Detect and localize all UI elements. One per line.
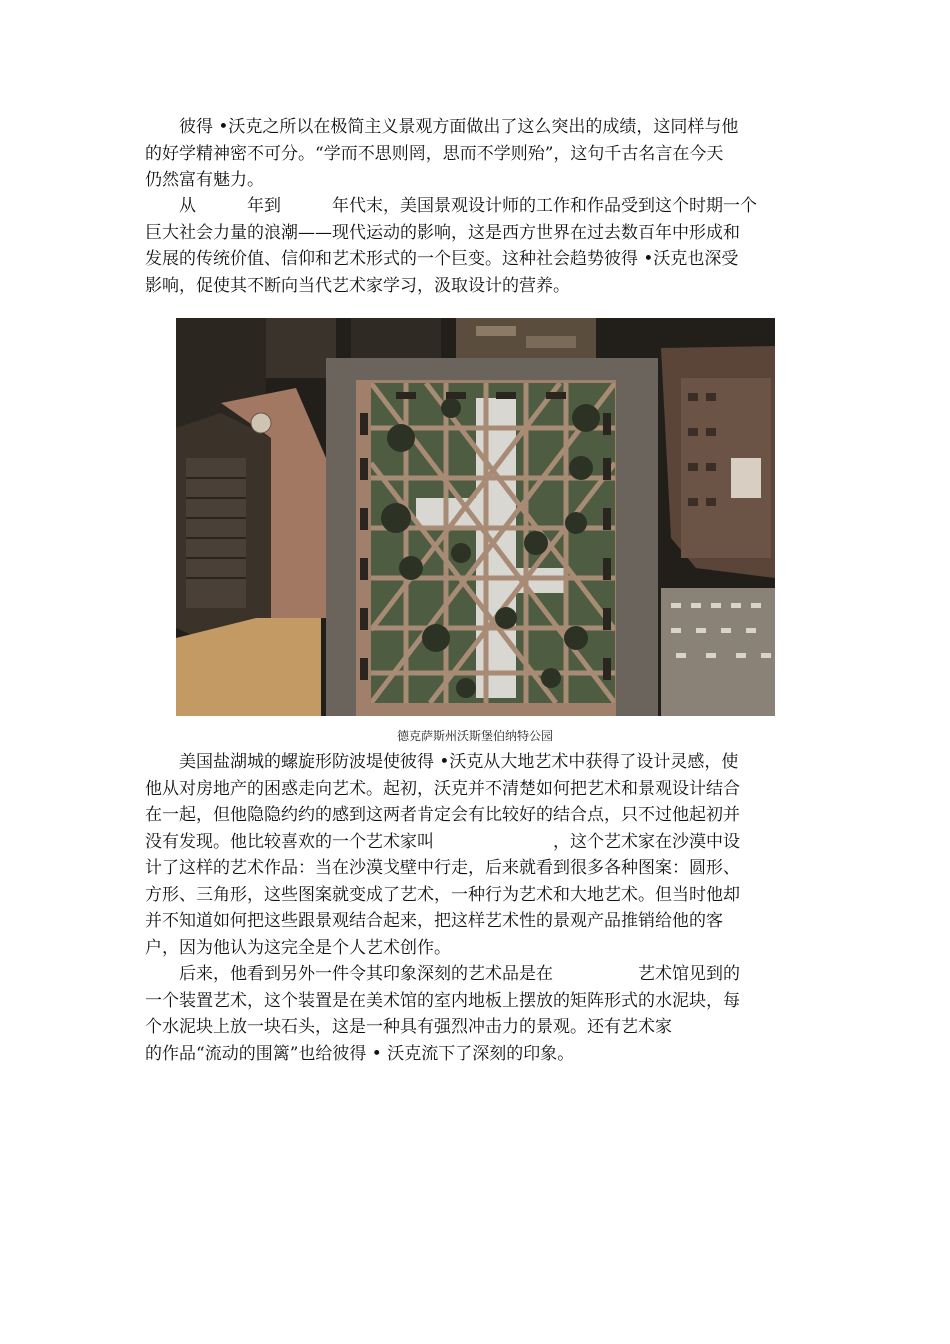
text-line: 个水泥块上放一块石头，这是一种具有强烈冲击力的景观。还有艺术家	[145, 1017, 672, 1037]
text-line: 在一起，但他隐隐约约的感到这两者肯定会有比较好的结合点，只不过他起初并	[145, 805, 740, 825]
text-line: 影响，促使其不断向当代艺术家学习，汲取设计的营养。	[145, 275, 570, 296]
paragraph-3	[145, 749, 810, 961]
figure-caption: 德克萨斯州沃斯堡伯纳特公园	[396, 729, 553, 743]
text-line: 并不知道如何把这些跟景观结合起来，把这样艺术性的景观产品推销给他的客	[145, 911, 723, 931]
text-line: 的好学精神密不可分。“学而不思则罔，思而不学则殆”，这句千古名言在今天	[145, 143, 724, 164]
aerial-plaza-photo	[176, 318, 775, 716]
aerial-photo-drawing	[176, 318, 775, 716]
paragraph-1	[145, 114, 810, 194]
paragraph-4	[145, 961, 810, 1067]
text-line: 从 年到 年代末，美国景观设计师的工作和作品受到这个时期一个	[145, 196, 757, 216]
text-line: 他从对房地产的困惑走向艺术。起初，沃克并不清楚如何把艺术和景观设计结合	[145, 778, 740, 799]
text-line: 仍然富有魅力。	[145, 170, 264, 190]
text-line: 发展的传统价值、信仰和艺术形式的一个巨变。这种社会趋势彼得 •沃克也深受	[145, 249, 739, 269]
text-line: 的作品“流动的围篱”也给彼得 • 沃克流下了深刻的印象。	[145, 1043, 575, 1064]
text-line: 计了这样的艺术作品：当在沙漠戈壁中行走，后来就看到很多各种图案：圆形、	[145, 858, 740, 878]
text-line: 一个装置艺术，这个装置是在美术馆的室内地板上摆放的矩阵形式的水泥块，每	[145, 990, 740, 1011]
text-line: 后来，他看到另外一件令其印象深刻的艺术品是在 艺术馆见到的	[145, 964, 740, 984]
text-line: 彼得 •沃克之所以在极简主义景观方面做出了这么突出的成绩，这同样与他	[145, 117, 739, 137]
text-line: 没有发现。他比较喜欢的一个艺术家叫 ，这个艺术家在沙漠中设	[145, 831, 740, 852]
text-line: 方形、三角形，这些图案就变成了艺术，一种行为艺术和大地艺术。但当时他却	[145, 884, 740, 905]
text-line: 美国盐湖城的螺旋形防波堤使彼得 •沃克从大地艺术中获得了设计灵感，使	[145, 752, 739, 772]
paragraph-2	[145, 193, 810, 299]
text-line: 户，因为他认为这完全是个人艺术创作。	[145, 937, 451, 958]
text-line: 巨大社会力量的浪潮——现代运动的影响，这是西方世界在过去数百年中形成和	[145, 222, 740, 243]
